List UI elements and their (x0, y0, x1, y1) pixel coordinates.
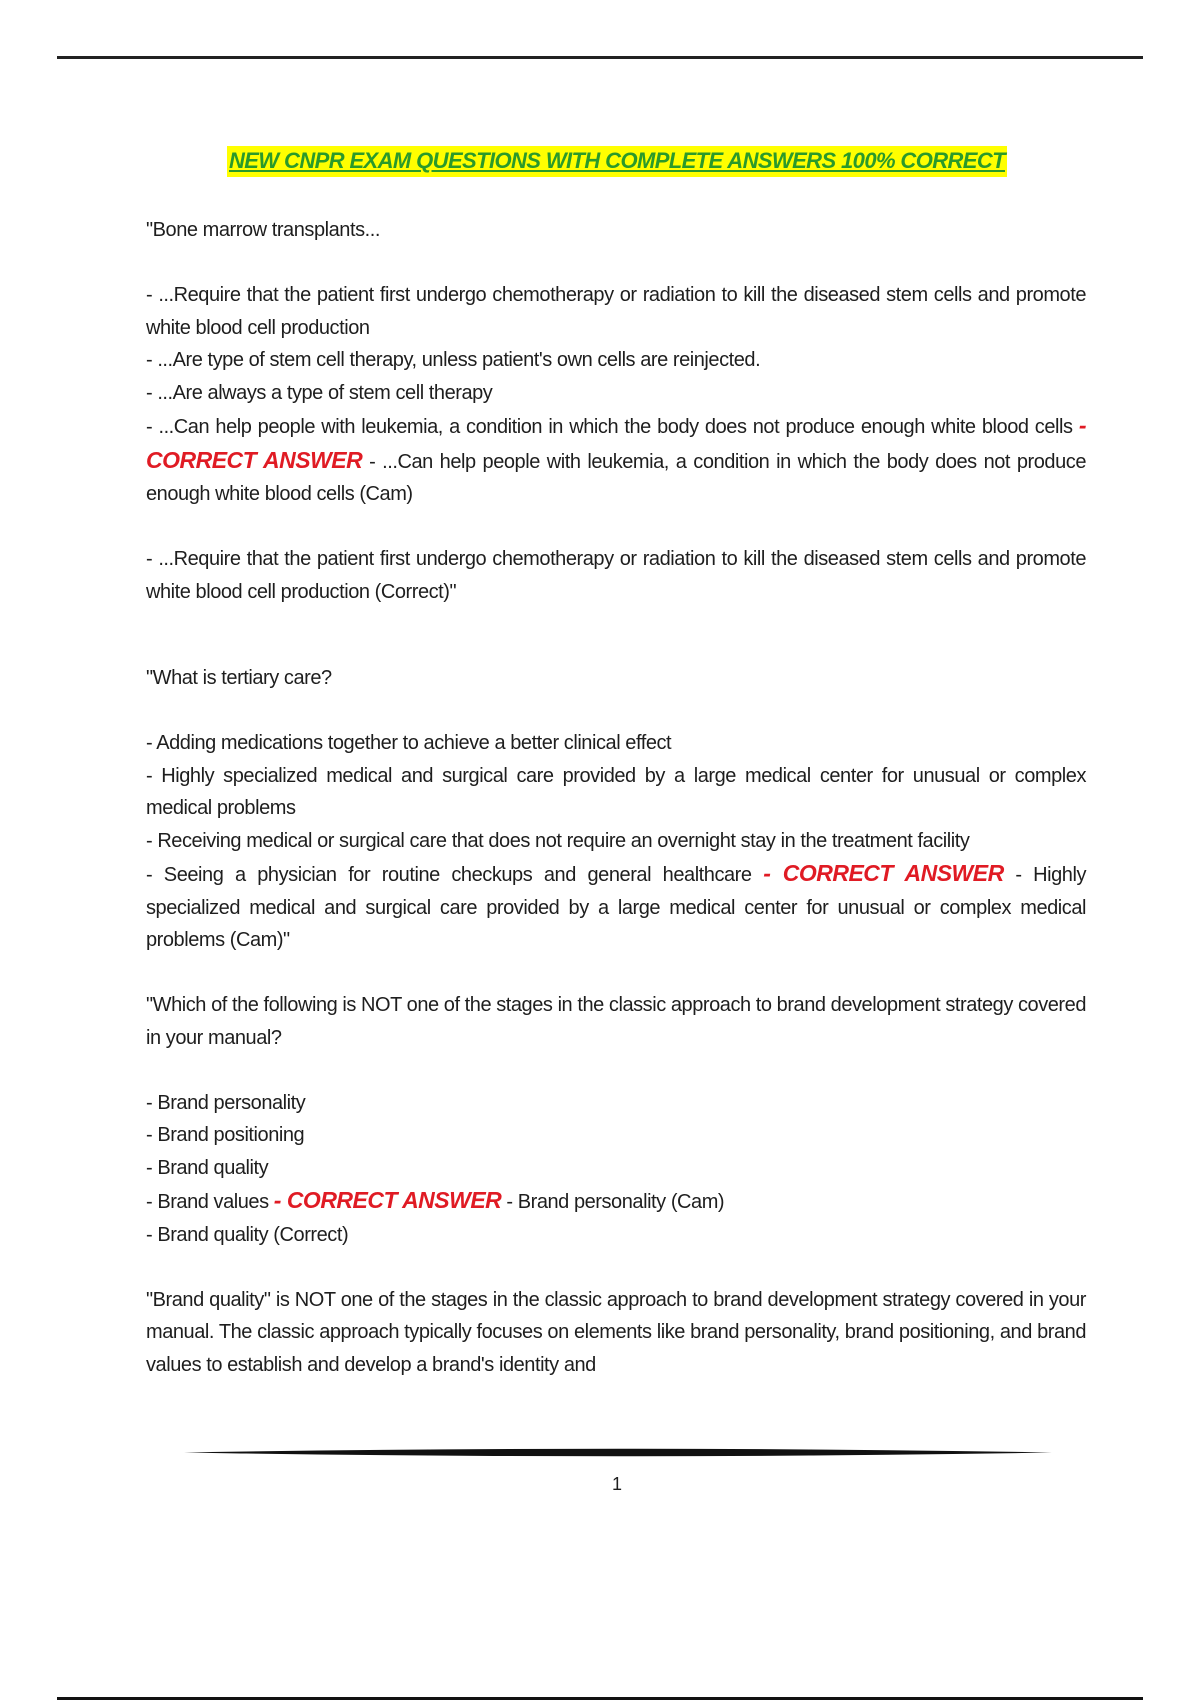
spacer (146, 695, 1086, 728)
correct-answer-marker: - CORRECT ANSWER (273, 1187, 502, 1213)
footer-divider (184, 1448, 1052, 1457)
question-prompt: "Bone marrow transplants... (146, 219, 380, 241)
additional-answer-text: - Brand quality (Correct) (146, 1223, 349, 1246)
question-block-2 (146, 662, 1086, 957)
answer-option: - ...Can help people with leukemia, a condition in which the body does not produce enough white blood cells (146, 416, 1073, 438)
document-title: NEW CNPR EXAM QUESTIONS WITH COMPLETE ANSWERS 100% CORRECT (227, 146, 1007, 177)
spacer (146, 1251, 1086, 1284)
answer-option: - Brand personality (146, 1091, 306, 1114)
document-body (146, 214, 1086, 1381)
explanation-text: "Brand quality" is NOT one of the stages in the classic approach to brand development strategy covered in your manual. The classic approach typically focuses on elements like brand personality, brand positioning, and brand values to establish and develop a brand's identity and (146, 1288, 1086, 1376)
answer-option: - Adding medications together to achieve a better clinical effect (146, 732, 672, 754)
answer-option: - Brand values (146, 1191, 269, 1213)
correct-answer-text: - Brand personality (Cam) (506, 1191, 725, 1213)
question-prompt: "Which of the following is NOT one of the stages in the classic approach to brand development strategy covered in your manual? (146, 994, 1086, 1049)
answer-option: - Highly specialized medical and surgical care provided by a large medical center for unusual or complex medical problems (146, 764, 1086, 819)
answer-option: - Brand quality (146, 1156, 269, 1179)
answer-option: - Brand positioning (146, 1124, 305, 1146)
answer-option-with-answer (146, 857, 1086, 957)
page-top-rule (57, 56, 1143, 59)
answer-option: - ...Require that the patient first undergo chemotherapy or radiation to kill the diseased stem cells and promote white blood cell production (146, 284, 1086, 339)
answer-option: - Seeing a physician for routine checkups and general healthcare (146, 864, 752, 886)
answer-option: - Receiving medical or surgical care that does not require an overnight stay in the treatment facility (146, 829, 970, 852)
additional-answer-text: - ...Require that the patient first undergo chemotherapy or radiation to kill the diseased stem cells and promote white blood cell production (Correct)" (146, 548, 1086, 603)
page-number: 1 (611, 1474, 622, 1494)
spacer (146, 1054, 1086, 1087)
correct-answer-text: - Highly specialized medical and surgical care provided by a large medical center for unusual or complex medical problems (Cam)" (146, 864, 1086, 951)
answer-option: - ...Are always a type of stem cell therapy (146, 381, 493, 404)
answer-option-with-answer (146, 409, 1086, 511)
title-container (0, 146, 1200, 177)
question-block-3 (146, 989, 1086, 1381)
answer-option-with-answer (146, 1184, 1086, 1219)
question-block-1 (146, 214, 1086, 608)
spacer (146, 957, 1086, 990)
answer-option: - ...Are type of stem cell therapy, unless patient's own cells are reinjected. (146, 349, 761, 371)
spacer (146, 608, 1086, 662)
correct-answer-marker: - CORRECT ANSWER (146, 412, 1087, 473)
spacer (146, 247, 1086, 280)
correct-answer-text: - ...Can help people with leukemia, a condition in which the body does not produce enough white blood cells (Cam) (146, 450, 1086, 505)
spacer (146, 511, 1086, 544)
question-prompt: "What is tertiary care? (146, 667, 332, 689)
correct-answer-marker: - CORRECT ANSWER (763, 860, 1004, 886)
